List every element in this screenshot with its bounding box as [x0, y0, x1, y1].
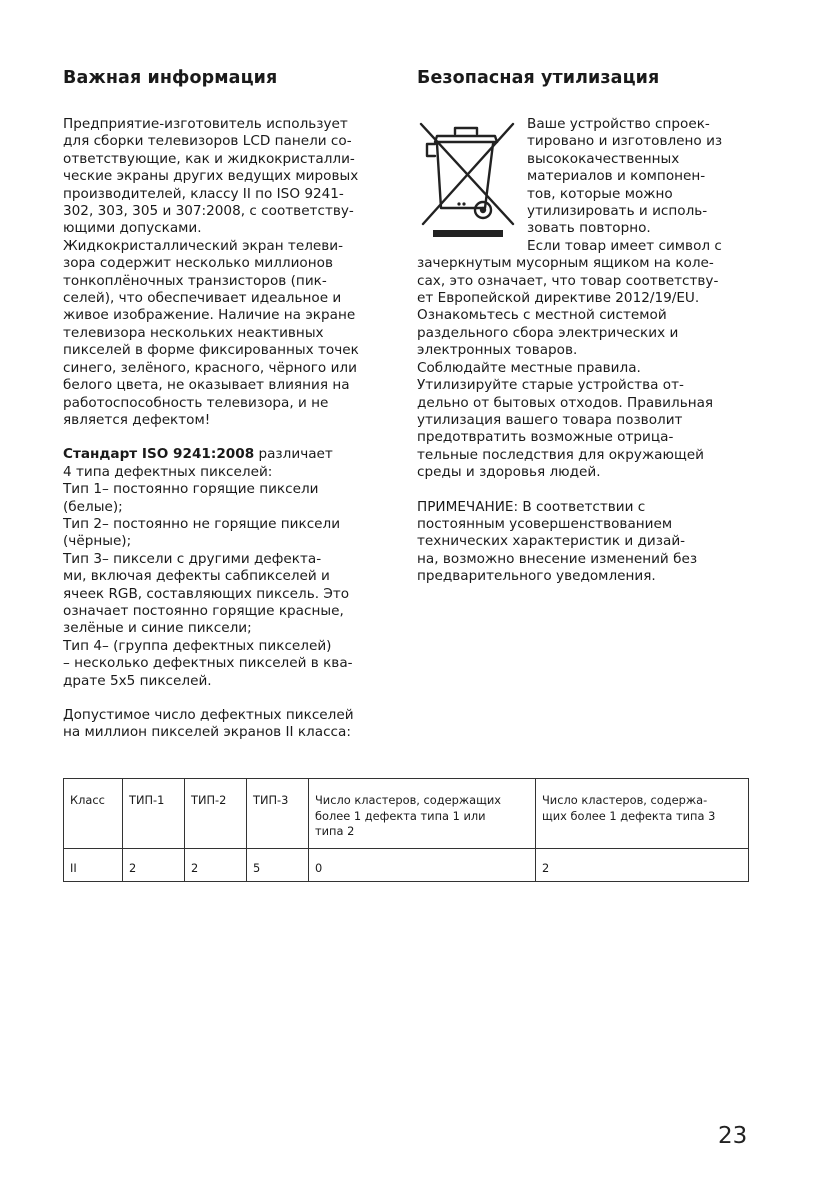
text-line: производителей, классу II по ISO 9241- [63, 185, 344, 202]
text-line: раздельного сбора электрических и [417, 324, 679, 341]
table-cell: 2 [185, 848, 247, 882]
table-header-cell [536, 779, 749, 849]
page-number: 23 [718, 1123, 748, 1149]
disposal-paragraph [417, 255, 757, 481]
text-line: 4 типа дефектных пикселей: [63, 463, 273, 480]
text-line: Предприятие-изготовитель использует [63, 116, 348, 132]
text-line: ячеек RGB, составляющих пиксель. Это [63, 585, 350, 602]
text-line: среды и здоровья людей. [417, 464, 601, 481]
text-line: пикселей в форме фиксированных точек [63, 342, 359, 359]
text-line: работоспособность телевизора, и не [63, 394, 329, 411]
text-line: тов, которые можно [527, 185, 673, 202]
note-paragraph [417, 499, 757, 586]
header-line: типа 2 [315, 824, 355, 838]
text-line: Утилизируйте старые устройства от- [417, 377, 684, 394]
text-line: Ваше устройство спроек- [527, 116, 710, 132]
text-line: высококачественных [527, 150, 680, 167]
text-line: является дефектом! [63, 411, 211, 428]
allowed-defects-paragraph [63, 707, 393, 742]
left-column [63, 64, 393, 742]
text-line: сах, это означает, что товар соответству- [417, 272, 719, 289]
header-line: Число кластеров, содержащих [315, 793, 502, 807]
iso-standard-paragraph [63, 446, 393, 690]
text-line: тонкоплёночных транзисторов (пик- [63, 272, 327, 289]
text-line: телевизора нескольких неактивных [63, 324, 324, 341]
table-cell: 5 [247, 848, 309, 882]
text-line: зовать повторно. [527, 220, 651, 237]
text-line: 302, 303, 305 и 307:2008, с соответству- [63, 203, 354, 220]
text-line: ПРИМЕЧАНИЕ: В соответствии с [417, 498, 646, 515]
text-line: синего, зелёного, красного, чёрного или [63, 359, 357, 376]
table-header-cell: ТИП-2 [185, 779, 247, 849]
text-line: (белые); [63, 498, 123, 515]
text-line: белого цвета, не оказывает влияния на [63, 377, 350, 394]
text-line: ческие экраны других ведущих мировых [63, 168, 359, 185]
table-row [64, 848, 749, 882]
defect-pixels-table [63, 778, 749, 882]
header-line: более 1 дефекта типа 1 или [315, 808, 486, 823]
text-line: Тип 3– пиксели с другими дефекта- [63, 550, 322, 567]
table-cell: II [64, 848, 123, 882]
text-line: тировано и изготовлено из [527, 133, 723, 150]
text-line: на миллион пикселей экранов II класса: [63, 724, 351, 741]
text-line: ответствующие, как и жидкокристалли- [63, 150, 355, 167]
text-line: ющими допусками. [63, 220, 202, 237]
text-line: зелёные и синие пиксели; [63, 620, 252, 637]
text-line: для сборки телевизоров LCD панели со- [63, 133, 352, 150]
table-header-cell: ТИП-1 [123, 779, 185, 849]
text-line: – несколько дефектных пикселей в ква- [63, 655, 353, 672]
text-line: на, возможно внесение изменений без [417, 550, 698, 567]
text-line: Ознакомьтесь с местной системой [417, 307, 667, 324]
text-line: предотвратить возможные отрица- [417, 429, 674, 446]
text-line: Соблюдайте местные правила. [417, 359, 641, 376]
text-line: ми, включая дефекты сабпикселей и [63, 568, 330, 585]
header-line: щих более 1 дефекта типа 3 [542, 808, 716, 823]
iso-standard-rest: различает [254, 446, 333, 463]
table-header-cell: ТИП-3 [247, 779, 309, 849]
text-line: материалов и компонен- [527, 168, 706, 185]
text-line: Если товар имеет символ с [527, 237, 722, 254]
text-line: Тип 1– постоянно горящие пиксели [63, 481, 319, 498]
lcd-info-paragraph [63, 116, 393, 429]
text-line: Жидкокристаллический экран телеви- [63, 237, 344, 254]
header-line: Число кластеров, содержа- [542, 793, 708, 807]
text-line: зора содержит несколько миллионов [63, 255, 333, 272]
text-line: утилизация вашего товара позволит [417, 411, 683, 428]
crossed-out-wheelie-bin-icon [415, 112, 519, 242]
text-line: дельно от бытовых отходов. Правильная [417, 394, 714, 411]
iso-standard-bold: Стандарт ISO 9241:2008 [63, 446, 255, 463]
table-header-row [64, 779, 749, 849]
text-line: тельные последствия для окружающей [417, 446, 704, 463]
table-header-cell: Класс [64, 779, 123, 849]
table-header-cell [309, 779, 536, 849]
text-line: Тип 2– постоянно не горящие пиксели [63, 515, 341, 532]
defect-types-text [63, 464, 353, 689]
text-line: электронных товаров. [417, 342, 578, 359]
safe-disposal-heading: Безопасная утилизация [417, 68, 660, 88]
text-line: Допустимое число дефектных пикселей [63, 707, 354, 723]
text-line: утилизировать и исполь- [527, 203, 708, 220]
text-line: постоянным усовершенствованием [417, 515, 673, 532]
text-line: зачеркнутым мусорным ящиком на коле- [417, 255, 714, 272]
text-line: Тип 4– (группа дефектных пикселей) [63, 637, 332, 654]
text-line: драте 5x5 пикселей. [63, 672, 212, 689]
table-cell: 2 [536, 848, 749, 882]
table-cell: 2 [123, 848, 185, 882]
right-column [417, 64, 757, 586]
text-line: означает постоянно горящие красные, [63, 602, 344, 619]
text-line: предварительного уведомления. [417, 568, 656, 585]
text-line: селей), что обеспечивает идеальное и [63, 290, 342, 307]
text-line: ет Европейской директиве 2012/19/EU. [417, 290, 700, 307]
text-line: живое изображение. Наличие на экране [63, 307, 356, 324]
important-info-heading: Важная информация [63, 68, 278, 88]
text-line: технических характеристик и дизай- [417, 533, 686, 550]
text-line: (чёрные); [63, 533, 132, 550]
table-cell: 0 [309, 848, 536, 882]
